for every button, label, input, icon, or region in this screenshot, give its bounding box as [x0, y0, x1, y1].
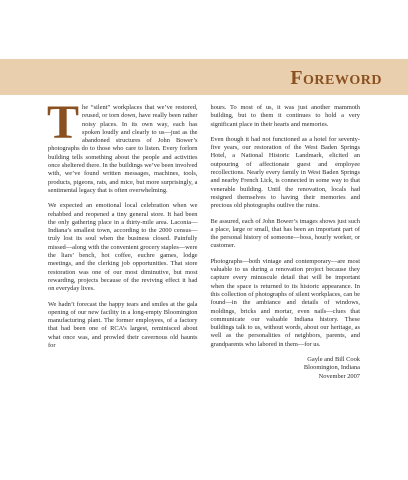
paragraph: We expected an emotional local celebration when we rehabbed and reopened a tiny general store. It had been the only gathering place in a thirty-mile area. Laconia—Indiana’s smallest town, according to the 2000 census—truly lost its soul when the business closed. Painfully missed—along with the convenient grocery staples—were the liars’ bench, hot coffee, euchre games, lodge meetings, and the clerking job opportunities. That store restoration was one of our most diminutive, but most rewarding, projects because of the reviving effect it had on everyday lives.: [48, 202, 198, 293]
text-columns: [47, 96, 360, 474]
signature-date: November 2007: [318, 372, 360, 380]
signature-block: [211, 356, 361, 381]
page-title: Foreword: [290, 67, 382, 89]
paragraph: hours. To most of us, it was just another mammoth building, but to them it continues to hold a very significant place in their hearts and memories.: [210, 104, 360, 128]
signature-names: Gayle and Bill Cook: [307, 356, 360, 364]
paragraph: We hadn’t forecast the happy tears and smiles at the gala opening of our new facility in a long-empty Bloomington manufacturing plant. The former employees, of a factory that had been one of RCA’s largest, reminisced about what once was, and prowled their cavernous old haunts for: [48, 300, 198, 350]
left-column: [47, 96, 198, 474]
drop-cap: T: [47, 96, 80, 149]
paragraph: [47, 96, 198, 195]
paragraph: Be assured, each of John Bower’s images shows just such a place, large or small, that has been an important part of the personal history of someone—boss, hourly worker, or customer.: [210, 217, 360, 250]
signature-place: Bloomington, Indiana: [303, 364, 360, 372]
paragraph: Even though it had not functioned as a hotel for seventy-five years, our restoration of the West Baden Springs Hotel, a National Historic Landmark, elicited an outpouring of affectionate guest and employee recollections. Nearly every family in West Baden Springs and nearby French Lick, is connected in some way to that venerable building. Until the renovation, locals had resigned themselves to having their memories and precious old photographs outlive the ruins.: [210, 135, 360, 210]
paragraph-text: he “silent” workplaces that we’ve restored, reused, or torn down, have really been rather noisy places. In its own way, each has spoken loudly and clearly to us—just as the abandoned structures of John Bower’s photographs do to those who care to listen. Every forlorn building tells something about the people and activities once sheltered there. In the buildings we’ve been involved with, we’ve found written messages, machines, tools, products, pigeons, rats, and mice, but more surprisingly, a sentimental legacy that is often overwhelming.: [48, 104, 198, 194]
right-column: [211, 104, 361, 474]
paragraph: Photographs—both vintage and contemporary—are most valuable to us during a renovation project because they capture every minuscule detail that will be important when the space is returned to its historic appearance. In this collection of photographs of silent workplaces, can be found—in the ambiance and details of windows, moldings, bricks and mortar, even nails—clues that communicate our valuable Indiana history. These buildings talk to us, without words, about our heritage, as well as the personalities of neighbors, parents, and grandparents who labored in them—for us.: [210, 257, 360, 348]
